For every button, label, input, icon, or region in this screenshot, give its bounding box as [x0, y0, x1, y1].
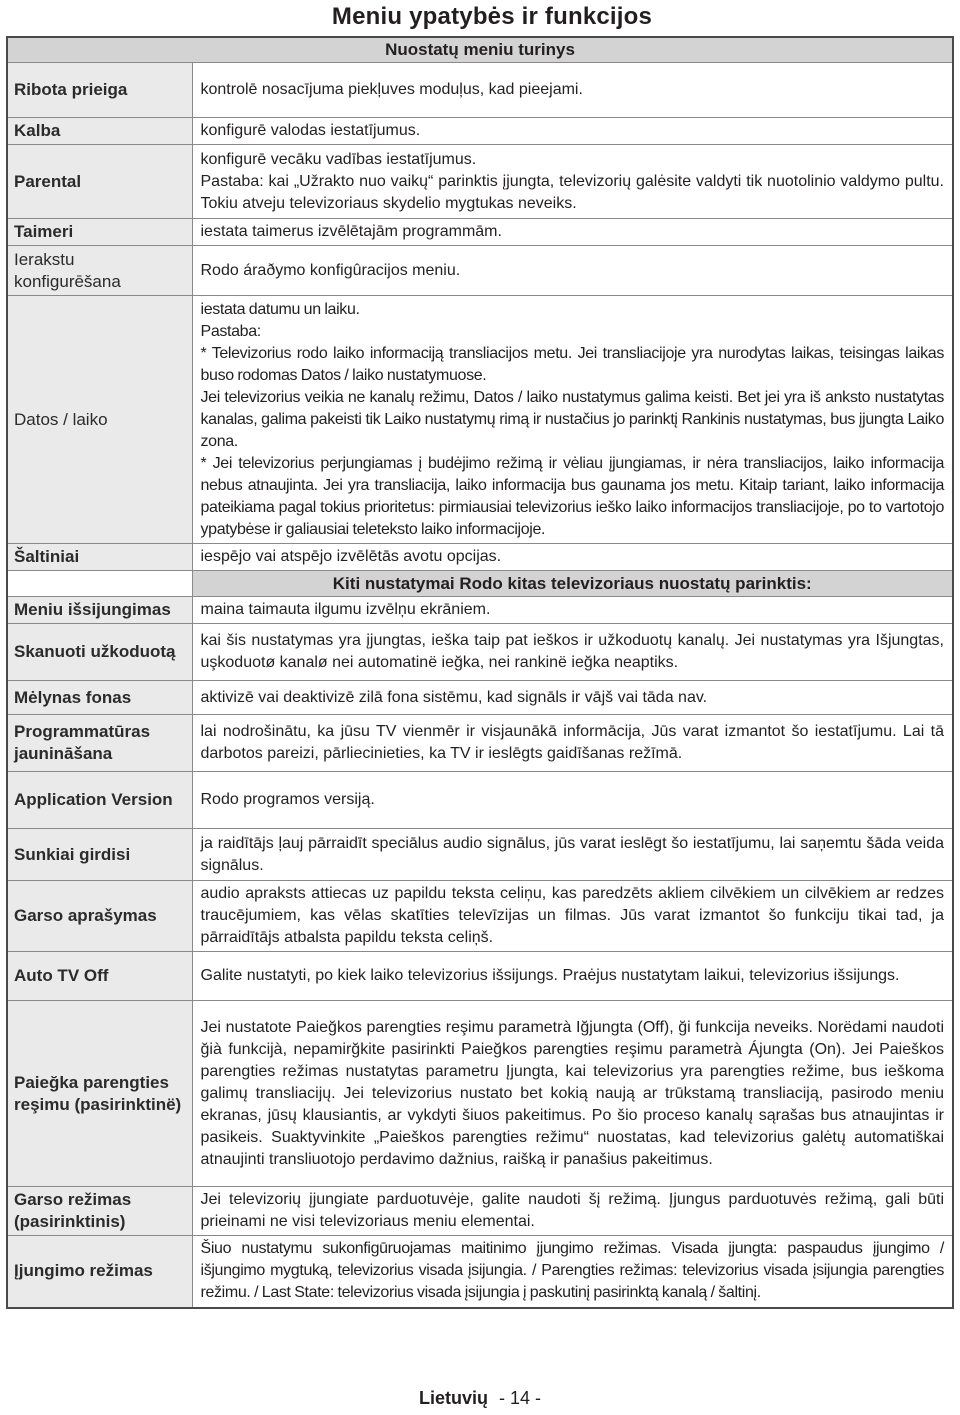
table-row-sunkiai-girdisi — [7, 829, 953, 881]
table-row-application-version — [7, 772, 953, 829]
table-row-auto-tv-off — [7, 952, 953, 1001]
table-row-skanuoti-uzkoduota — [7, 624, 953, 681]
row-description: Jei televizorių įjungiate parduotuvėje, galite naudoti šį režimą. Įjungus parduotuvės režimą, gali būti prieinami ne visi televizoriaus meniu elementai. — [192, 1187, 953, 1236]
page-title — [0, 3, 960, 31]
settings-menu-table — [6, 36, 954, 1309]
table-row-meniu-issijungimas — [7, 597, 953, 624]
row-description: kai šis nustatymas yra įjungtas, ieška taip pat ieškos ir užkoduotų kanalų. Jei nustatymas yra Išjungtas, uşkoduotø kanalø nei automatinë ieğka, nei rankinë ieğka neaptiks. — [192, 624, 953, 681]
row-label: Skanuoti užkoduotą — [7, 624, 192, 681]
row-label: Mėlynas fonas — [7, 681, 192, 715]
table-row-ribota-prieiga — [7, 63, 953, 118]
row-description: audio apraksts attiecas uz papildu teksta celiņu, kas paredzēts akliem cilvēkiem un cilvēkiem ar redzes traucējumiem, kas vēlas skatīties televīzijas un filmas. Jūs varat izmantot šo funkciju tikai tad, ja pārraidītājs atbalsta papildu teksta celiņš. — [192, 881, 953, 952]
row-label: Meniu išsijungimas — [7, 597, 192, 624]
row-description: aktivizē vai deaktivizē zilā fona sistēmu, kad signāls ir vājš vai tāda nav. — [192, 681, 953, 715]
table-row-paieska-parengties — [7, 1001, 953, 1187]
page-footer — [0, 1388, 960, 1409]
row-description: maina taimauta ilgumu izvēlņu ekrāniem. — [192, 597, 953, 624]
row-label: Garso režimas (pasirinktinis) — [7, 1187, 192, 1236]
row-label: Programmatūras jaunināšana — [7, 715, 192, 772]
row-description: lai nodrošinātu, ka jūsu TV vienmēr ir visjaunākā informācija, Jūs varat izmantot šo iestatījumu. Lai tā darbotos pareizi, pārliecinieties, ka TV ir ieslēgts gaidīšanas režīmā. — [192, 715, 953, 772]
row-description: iespējo vai atspējo izvēlētās avotu opcijas. — [192, 544, 953, 571]
row-description: Jei nustatote Paieğkos parengties reşimu parametrà Iğjungta (Off), ği funkcija neveiks. Norëdami naudoti ğià funkcijà, nepamirğkite pasirinkti Paieğkos parengties reşimu parametrà Ájungta (On). Jei Paieškos parengties režimas nustatytas parametru Įjungta, kai televizorius yra parengties režime, bus ieškoma galimų transliacijų. Jei televizorius nustato bet kokią naują ar trūkstamą transliaciją, pasirodo meniu ekranas, jūsų klausiantis, ar vykdyti šiuos pakeitimus. Po šio proceso kanalų sąrašas bus atnaujintas ir pasikeis. Suaktyvinkite „Paieškos parengties režimu“ nuostatas, kad televizorius galėtų automatiškai atnaujinti transliuotojo perdavimo dažnius, raišką ir panašius pakeitimus. — [192, 1001, 953, 1187]
page-title-text: Meniu ypatybės ir funkcijos — [331, 3, 653, 30]
row-label: Parental — [7, 145, 192, 219]
table-row-datos-laiko — [7, 296, 953, 544]
table-row-programmaturas-jauninasana — [7, 715, 953, 772]
row-label: Įjungimo režimas — [7, 1236, 192, 1308]
row-label: Application Version — [7, 772, 192, 829]
row-label: Taimeri — [7, 219, 192, 246]
row-label: Paieğka parengties reşimu (pasirinktinë) — [7, 1001, 192, 1187]
row-description: ja raidītājs ļauj pārraidīt speciālus audio signālus, jūs varat ieslēgt šo iestatījumu, lai saņemtu šāda veida signālus. — [192, 829, 953, 881]
table-row-kalba — [7, 118, 953, 145]
section-header: Nuostatų meniu turinys — [7, 37, 953, 63]
row-description: Šiuo nustatymu sukonfigūruojamas maitinimo įjungimo režimas. Visada įjungta: paspaudus įjungimo / išjungimo mygtuką, televizorius visada įsijungia. / Parengties režimas: televizorius visada įsijungia parengties režimu. / Last State: televizorius visada įsijungia į paskutinį pasirinktą kanalą / šaltinį. — [192, 1236, 953, 1308]
row-description: konfigurē vecāku vadības iestatījumus. Pastaba: kai „Užrakto nuo vaikų“ parinktis įjungta, televizorių galėsite valdyti tik nuotolinio valdymo pultu. Tokiu atveju televizoriaus skydelio mygtukas neveiks. — [192, 145, 953, 219]
row-description: iestata taimerus izvēlētajām programmām. — [192, 219, 953, 246]
page-number: - 14 - — [499, 1388, 542, 1408]
row-label: Auto TV Off — [7, 952, 192, 1001]
row-description: Rodo áraðymo konfigûracijos meniu. — [192, 246, 953, 296]
other-settings-header-row — [7, 571, 953, 597]
table-row-ierakstu-konfiguresana — [7, 246, 953, 296]
row-label: Datos / laiko — [7, 296, 192, 544]
table-row-parental — [7, 145, 953, 219]
footer-language: Lietuvių — [418, 1388, 488, 1408]
table-row-taimeri — [7, 219, 953, 246]
row-label: Šaltiniai — [7, 544, 192, 571]
row-description: Rodo programos versiją. — [192, 772, 953, 829]
row-label: Kalba — [7, 118, 192, 145]
row-label: Garso aprašymas — [7, 881, 192, 952]
other-settings-header: Kiti nustatymai Rodo kitas televizoriaus nuostatų parinktis: — [192, 571, 953, 597]
table-row-ijungimo-rezimas — [7, 1236, 953, 1308]
row-description: kontrolē nosacījuma piekļuves moduļus, kad pieejami. — [192, 63, 953, 118]
section-header-row — [7, 37, 953, 63]
other-settings-spacer — [7, 571, 192, 597]
row-label: Ierakstu konfigurēšana — [7, 246, 192, 296]
table-row-garso-aprasymas — [7, 881, 953, 952]
row-label: Ribota prieiga — [7, 63, 192, 118]
row-label: Sunkiai girdisi — [7, 829, 192, 881]
row-description: Galite nustatyti, po kiek laiko televizorius išsijungs. Praėjus nustatytam laikui, televizorius išsijungs. — [192, 952, 953, 1001]
row-description: iestata datumu un laiku. Pastaba: * Televizorius rodo laiko informaciją transliacijos metu. Jei transliacijoje yra nurodytas laikas, teisingas laikas buso rodomas Datos / laiko nustatymuose. Jei televizorius veikia ne kanalų režimu, Datos / laiko nustatymus galima keisti. Bet jei yra iš anksto nustatytas kanalas, galima pakeisti tik Laiko nustatymų rimą ir nustačius jo parinktį Rankinis nustatymas, bus įjungta Laiko zona. * Jei televizorius perjungiamas į budėjimo režimą ir vėliau įjungiamas, ir nėra transliacijos, laiko informacija nebus atnaujinta. Jei yra transliacija, laiko informacija bus gaunama jos metu. Kitaip tariant, laiko informacija pateikiama pagal tokius prioritetus: pirmiausiai televizorius ieško laiko informacijos transliacijoje, po to vartotojo ypatybėse ir galiausiai teleteksto laiko informacijoje. — [192, 296, 953, 544]
row-description: konfigurē valodas iestatījumus. — [192, 118, 953, 145]
table-row-garso-rezimas — [7, 1187, 953, 1236]
table-row-saltiniai — [7, 544, 953, 571]
table-row-melynas-fonas — [7, 681, 953, 715]
